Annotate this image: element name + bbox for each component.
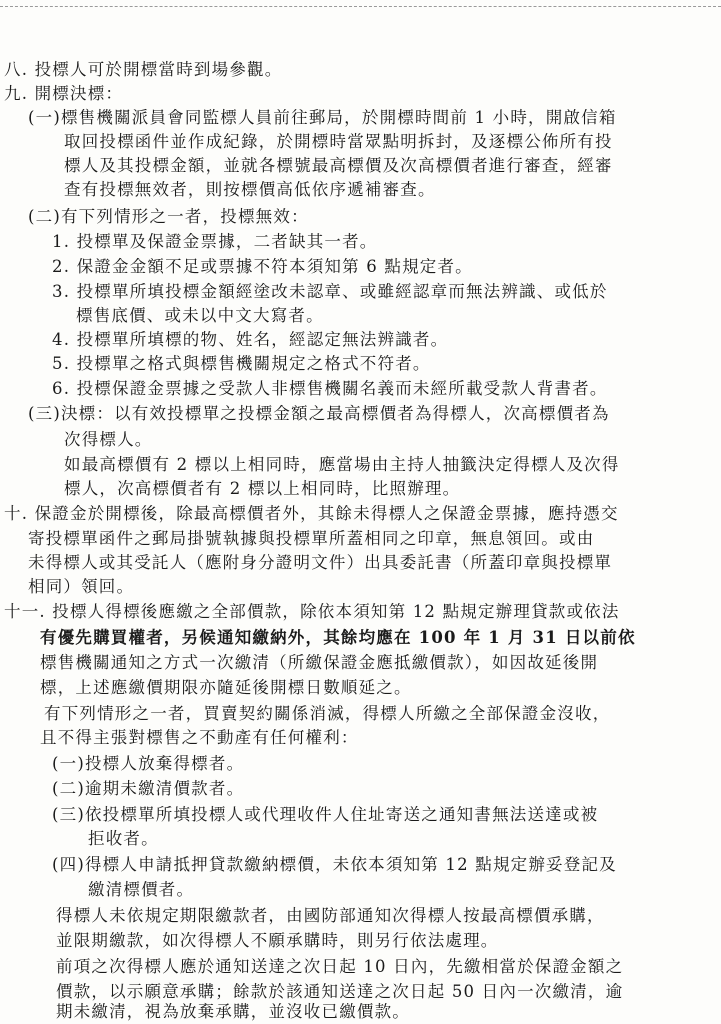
text-line: (一)投標人放棄得標者。 <box>52 754 245 773</box>
text-line: 5. 投標單之格式與標售機關規定之格式不符者。 <box>52 354 431 373</box>
text-line: 有下列情形之一者，買賣契約關係消滅，得標人所繳之全部保證金沒收， <box>44 704 611 723</box>
text-line: 前項之次得標人應於通知送達之次日起 10 日內，先繳相當於保證金額之 <box>56 957 624 976</box>
text-line: 取回投標函件並作成紀錄，於開標時當眾點明拆封，及逐標公佈所有投 <box>64 132 613 151</box>
text-line: 2. 保證金金額不足或票據不符本須知第 6 點規定者。 <box>52 257 473 276</box>
text-line: 十一. 投標人得標後應繳之全部價款，除依本須知第 12 點規定辦理貸款或依法 <box>4 602 620 621</box>
text-line: 有優先購買權者，另候通知繳納外，其餘均應在 100 年 1 月 31 日以前依 <box>40 628 636 647</box>
text-line: 價款，以示願意承購；餘款於該通知送達之次日起 50 日內一次繳清，逾 <box>56 982 624 1001</box>
text-line: 次得標人。 <box>64 430 153 449</box>
text-line: (四)得標人申請抵押貸款繳納標價，未依本須知第 12 點規定辦妥登記及 <box>52 855 617 874</box>
text-line: 未得標人或其受託人（應附身分證明文件）出具委託書（所蓋印章與投標單 <box>28 553 613 572</box>
text-line: 拒收者。 <box>88 829 159 848</box>
text-line: 並限期繳款，如次得標人不願承購時，則另行依法處理。 <box>56 931 499 950</box>
text-line: 相同）領回。 <box>28 577 135 596</box>
top-dashed-rule <box>0 6 721 7</box>
text-line: 八. 投標人可於開標當時到場參觀。 <box>4 60 283 79</box>
text-line: 且不得主張對標售之不動產有任何權利： <box>40 728 359 747</box>
text-line: 如最高標價有 2 標以上相同時，應當場由主持人抽籤決定得標人及次得 <box>64 455 620 474</box>
text-line: 標人，次高標價者有 2 標以上相同時，比照辦理。 <box>64 479 461 498</box>
text-line: 期未繳清，視為放棄承購，並沒收已繳價款。 <box>56 1002 410 1021</box>
text-line: 繳清標價者。 <box>88 880 195 899</box>
text-line: 得標人未依規定期限繳款者，由國防部通知次得標人按最高標價承購， <box>56 906 605 925</box>
text-line: 6. 投標保證金票據之受款人非標售機關名義而未經所載受款人背書者。 <box>52 379 608 398</box>
text-line: 十. 保證金於開標後，除最高標價者外，其餘未得標人之保證金票據，應持憑交 <box>4 504 619 523</box>
text-line: 1. 投標單及保證金票據，二者缺其一者。 <box>52 232 378 251</box>
text-line: 標售機關通知之方式一次繳清（所繳保證金應抵繳價款），如因故延後開 <box>40 653 599 672</box>
text-line: 標人及其投標金額，並就各標號最高標價及次高標價者進行審查，經審 <box>64 156 613 175</box>
text-line: 查有投標無效者，則按標價高低依序遞補審查。 <box>64 180 436 199</box>
text-line: 4. 投標單所填標的物、姓名，經認定無法辨識者。 <box>52 330 449 349</box>
text-line: 標售底價、或未以中文大寫者。 <box>76 306 324 325</box>
text-line: 九. 開標決標： <box>4 84 124 103</box>
text-line: (二)逾期未繳清價款者。 <box>52 779 245 798</box>
text-line: 3. 投標單所填投標金額經塗改未認章、或雖經認章而無法辨識、或低於 <box>52 282 608 301</box>
text-line: (三)依投標單所填投標人或代理收件人住址寄送之通知書無法送達或被 <box>52 805 599 824</box>
text-line: (三)決標：以有效投標單之投標金額之最高標價者為得標人，次高標價者為 <box>28 404 610 423</box>
text-line: 標，上述應繳價期限亦隨延後開標日數順延之。 <box>40 678 412 697</box>
text-line: (二)有下列情形之一者，投標無效： <box>28 207 309 226</box>
text-line: (一)標售機關派員會同監標人員前往郵局，於開標時間前 1 小時，開啟信箱 <box>28 108 617 127</box>
text-line: 寄投標單函件之郵局掛號執據與投標單所蓋相同之印章，無息領回。或由 <box>28 529 595 548</box>
